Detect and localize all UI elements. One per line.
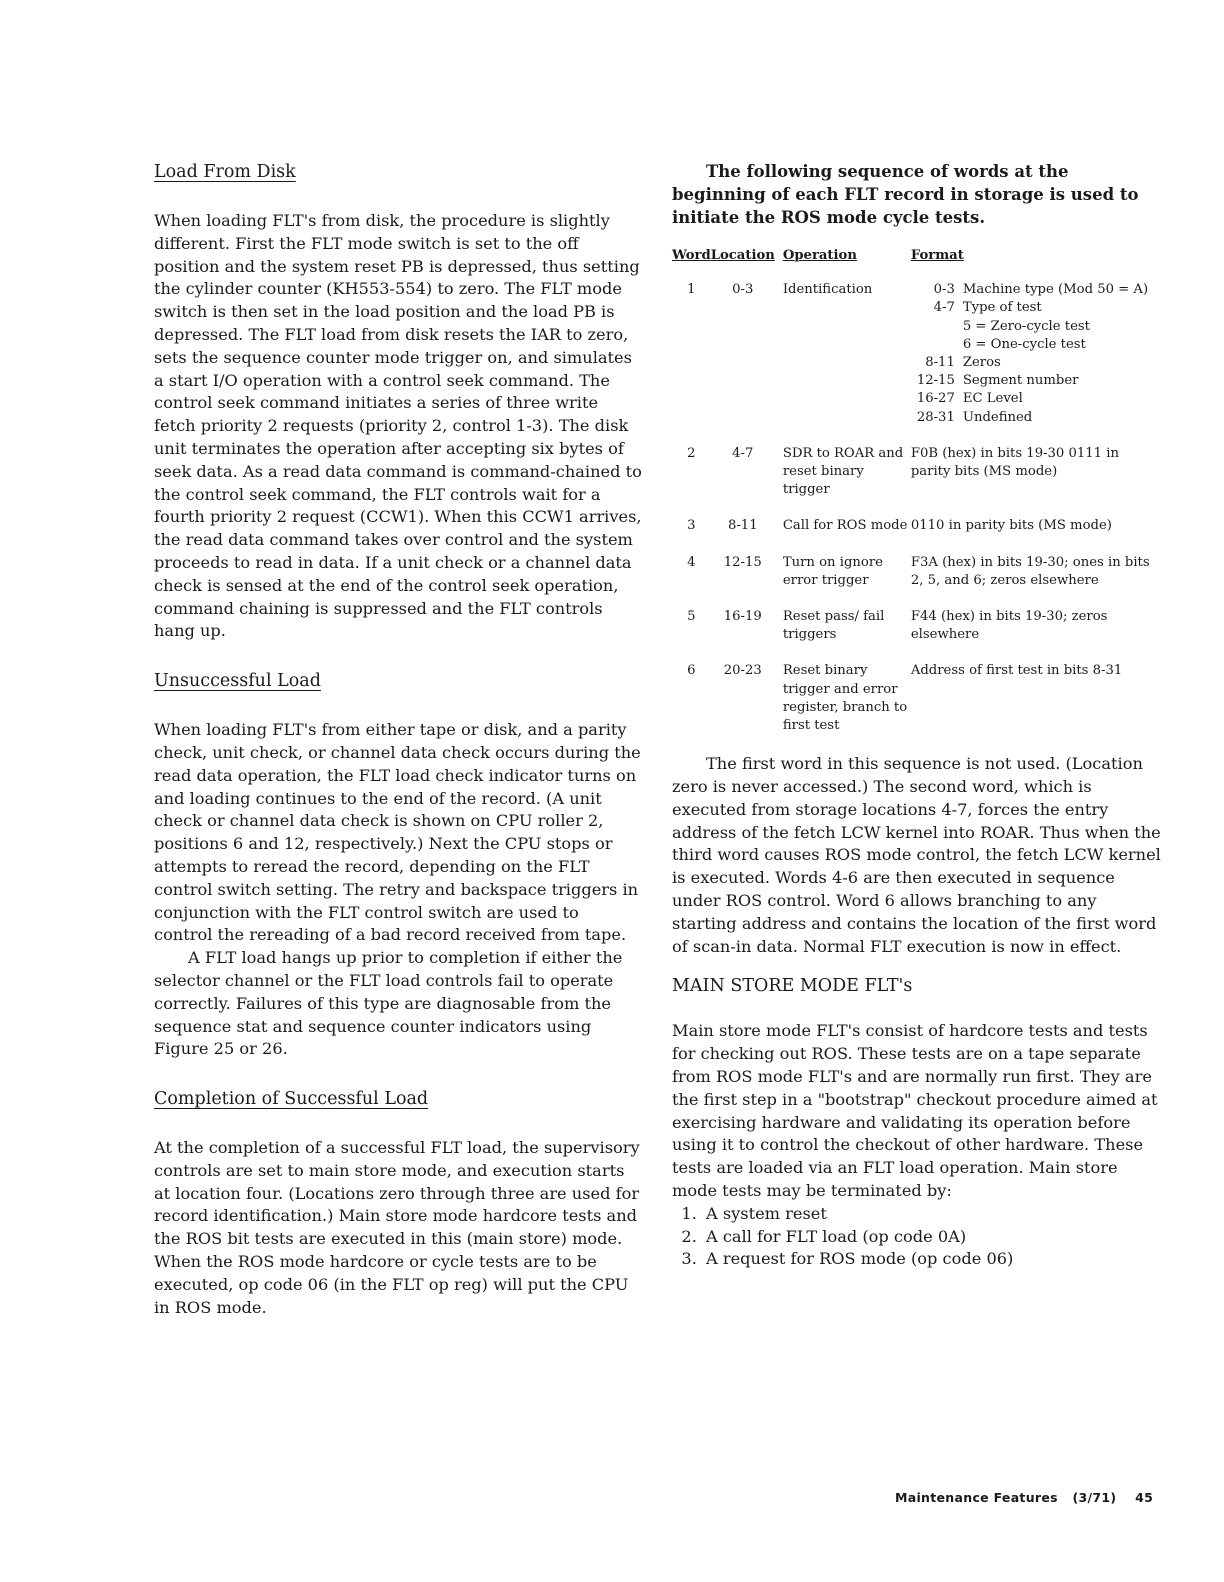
- cell-format: F3A (hex) in bits 19-30; ones in bits 2, 5, and 6; zeros elsewhere: [910, 554, 1150, 588]
- cell-operation: Turn on ignore error trigger: [782, 554, 883, 588]
- cell-word: 2: [687, 445, 696, 461]
- section-heading: MAIN STORE MODE FLT's: [672, 976, 913, 997]
- format-value: Undefined: [962, 409, 1033, 425]
- list-item: 3. A request for ROS mode (op code 06): [702, 1248, 1162, 1271]
- cell-format: Address of first test in bits 8-31: [910, 663, 1123, 679]
- termination-list: [672, 1203, 1162, 1271]
- table-row: [672, 608, 1161, 662]
- word-sequence-table: [672, 247, 1161, 753]
- cell-word: 3: [687, 518, 696, 534]
- intro: [672, 160, 1162, 229]
- header-operation: Operation: [782, 248, 857, 263]
- page-number: 45: [1135, 1490, 1154, 1505]
- table-row: [672, 662, 1161, 753]
- cell-operation: Identification: [782, 282, 873, 298]
- format-bits: 0-3: [933, 282, 955, 298]
- format-bits: 28-31: [916, 409, 955, 425]
- section-unsuccessful-load: [154, 669, 642, 1061]
- list-item: 1. A system reset: [702, 1203, 1162, 1226]
- format-bits: 4-7: [933, 300, 955, 316]
- section-heading: Completion of Successful Load: [154, 1089, 429, 1110]
- table-header-row: [672, 247, 1161, 281]
- format-bits: [911, 318, 955, 336]
- table-row: [672, 281, 1161, 445]
- format-bits: 16-27: [916, 391, 955, 407]
- header-location: Location: [710, 248, 775, 263]
- header-format: Format: [910, 248, 964, 263]
- footer-date: (3/71): [1072, 1490, 1117, 1505]
- cell-format: [911, 281, 1161, 445]
- cell-operation: Reset pass/ fail triggers: [782, 609, 885, 643]
- cell-format: F0B (hex) in bits 19-30 0111 in parity bits (MS mode): [910, 445, 1119, 480]
- section-completion: [154, 1087, 642, 1319]
- cell-word: 5: [687, 609, 696, 625]
- paragraph: When loading FLT's from disk, the procedure is slightly different. First the FLT mode switch is set to the off position and the system reset PB is depressed, thus setting the cylinder counter (KH553-554) to zero. The FLT mode switch is then set in the load position and the load PB is depressed. The FLT load from disk resets the IAR to zero, sets the sequence counter mode trigger on, and simulates a start I/O operation with a control seek command. The control seek command initiates a series of three write fetch priority 2 requests (priority 2, control 1-3). The disk unit terminates the operation after accepting six bytes of seek data. As a read data command is command-chained to the control seek command, the FLT controls wait for a fourth priority 2 request (CCW1). When this CCW1 arrives, the read data command takes over control and the system proceeds to read in data. If a unit check or a channel data check is sensed at the end of the control seek operation, command chaining is suppressed and the FLT controls hang up.: [154, 211, 642, 641]
- cell-location: 8-11: [727, 518, 758, 534]
- format-value: Type of test: [962, 300, 1042, 316]
- page-footer: [895, 1490, 1153, 1505]
- paragraph: At the completion of a successful FLT load, the supervisory controls are set to main store mode, and execution starts at location four. (Locations zero through three are used for record identification.) Main store mode hardcore tests and the ROS bit tests are executed in this (main store) mode. When the ROS mode hardcore or cycle tests are to be executed, op code 06 (in the FLT op reg) will put the CPU in ROS mode.: [154, 1138, 640, 1317]
- format-value: Machine type (Mod 50 = A): [962, 282, 1149, 298]
- paragraph: The first word in this sequence is not used. (Location zero is never accessed.) The second word, which is executed from storage locations 4-7, forces the entry address of the fetch LCW kernel into ROAR. Thus when the third word causes ROS mode control, the fetch LCW kernel is executed. Words 4-6 are then executed in sequence under ROS control. Word 6 allows branching to any starting address and contains the location of the first word of scan-in data. Normal FLT execution is now in effect.: [672, 754, 1161, 956]
- intro-paragraph: The following sequence of words at the beginning of each FLT record in storage is used to initiate the ROS mode cycle tests.: [672, 162, 1139, 227]
- section-load-from-disk: [154, 160, 642, 643]
- list-item: 2. A call for FLT load (op code 0A): [702, 1226, 1162, 1249]
- cell-format: F44 (hex) in bits 19-30; zeros elsewhere: [910, 609, 1108, 643]
- table-row: [672, 445, 1161, 518]
- format-value: Zeros: [962, 355, 1001, 371]
- footer-label: Maintenance Features: [895, 1490, 1058, 1505]
- cell-word: 4: [687, 554, 696, 570]
- cell-operation: Call for ROS mode: [782, 518, 908, 534]
- format-bits: [911, 336, 955, 354]
- cell-format: 0110 in parity bits (MS mode): [910, 518, 1112, 534]
- cell-location: 4-7: [732, 445, 754, 461]
- format-value: 5 = Zero-cycle test: [962, 318, 1090, 334]
- table-row: [672, 554, 1161, 608]
- paragraph: Main store mode FLT's consist of hardcore tests and tests for checking out ROS. These tests are on a tape separate from ROS mode FLT's and are normally run first. They are the first step in a "bootstrap" checkout procedure aimed at exercising hardware and validating its operation before using it to control the checkout of other hardware. These tests are loaded via an FLT load operation. Main store mode tests may be terminated by:: [672, 1021, 1158, 1201]
- header-word: Word: [672, 248, 711, 263]
- cell-word: 6: [687, 663, 696, 679]
- cell-word: 1: [687, 282, 696, 298]
- right-column: [672, 160, 1162, 1271]
- format-value: EC Level: [962, 391, 1023, 407]
- left-column: [154, 160, 642, 1319]
- cell-location: 0-3: [732, 282, 754, 298]
- format-list: [911, 281, 1161, 427]
- format-value: Segment number: [962, 373, 1079, 389]
- paragraph: A FLT load hangs up prior to completion if either the selector channel or the FLT load controls fail to operate correctly. Failures of this type are diagnosable from the sequence stat and sequence counter indicators using Figure 25 or 26.: [154, 948, 623, 1059]
- cell-location: 12-15: [723, 554, 762, 570]
- paragraph: When loading FLT's from either tape or disk, and a parity check, unit check, or channel data check occurs during the read data operation, the FLT load check indicator turns on and loading continues to the end of the record. (A unit check or channel data check is shown on CPU roller 2, positions 6 and 12, respectively.) Next the CPU stops or attempts to reread the record, depending on the FLT control switch setting. The retry and backspace triggers in conjunction with the FLT control switch are used to control the rereading of a bad record received from tape.: [154, 720, 641, 945]
- format-bits: 8-11: [925, 355, 955, 371]
- format-bits: 12-15: [916, 373, 955, 389]
- cell-location: 16-19: [723, 609, 762, 625]
- cell-operation: SDR to ROAR and reset binary trigger: [782, 445, 904, 498]
- format-value: 6 = One-cycle test: [962, 336, 1086, 352]
- table-row: [672, 517, 1161, 553]
- cell-operation: Reset binary trigger and error register, branch to first test: [782, 663, 908, 734]
- cell-location: 20-23: [723, 663, 762, 679]
- section-heading: Unsuccessful Load: [154, 671, 321, 692]
- section-heading: Load From Disk: [154, 162, 296, 182]
